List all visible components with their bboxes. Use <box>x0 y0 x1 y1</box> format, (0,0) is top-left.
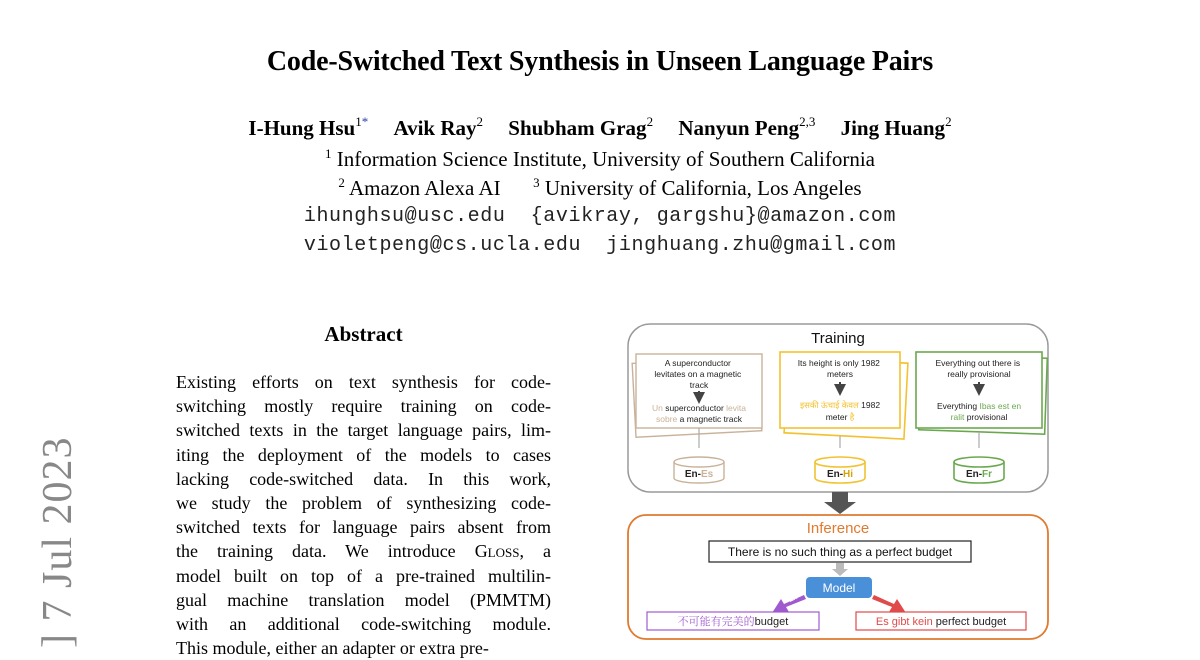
code-switched-line <box>800 400 880 410</box>
text-segment: levita <box>726 403 747 413</box>
source-sentence: levitates on a magnetic <box>654 369 742 379</box>
email-line-1: ihunghsu@usc.edu {avikray, gargshu}@amazon.com <box>303 205 897 228</box>
abstract-body <box>176 370 551 660</box>
abstract-line: This module, either an adapter or extra pre- <box>176 638 489 659</box>
code-switched-line <box>652 403 746 413</box>
abstract-line: with an additional code-switching module. <box>176 614 551 635</box>
source-sentence: Everything out there is <box>935 358 1021 368</box>
method-figure <box>620 320 1060 645</box>
text-segment: 1982 <box>858 400 881 410</box>
affiliation-line-1 <box>0 146 1200 172</box>
output-zh <box>678 614 789 628</box>
arxiv-sidebar-stamp: ] 7 Jul 2023 <box>35 436 81 648</box>
small-down-arrow-icon <box>832 563 848 576</box>
affiliation: Information Science Institute, University of Southern California <box>336 147 876 171</box>
abstract-line: lacking code-switched data. In this work, <box>176 468 551 489</box>
text-segment: superconductor <box>662 403 727 413</box>
text-segment: a magnetic track <box>677 414 742 424</box>
code-switched-line <box>656 414 743 424</box>
text-segment: budget <box>754 616 789 628</box>
author-affiliation-mark: 1 <box>355 114 362 129</box>
source-sentence: really provisional <box>947 369 1011 379</box>
abstract-line: we study the problem of synthesizing code- <box>176 493 551 514</box>
text-segment: 不可能有完美的 <box>677 616 755 628</box>
text-segment: Un <box>651 403 663 413</box>
source-sentence: meters <box>827 369 853 379</box>
es-card <box>632 354 762 437</box>
svg-text:En-Hi <box>827 469 853 480</box>
abstract-text: , a <box>519 541 551 562</box>
abstract-line: iting the deployment of the models to cases <box>176 444 551 465</box>
email-line-2: violetpeng@cs.ucla.edu jinghuang.zhu@gmail.com <box>303 234 897 257</box>
author-affiliation-mark: 2,3 <box>799 114 816 129</box>
method-name: Gloss <box>474 541 520 562</box>
text-segment: Ibas est en <box>979 401 1022 411</box>
text-segment: ralit <box>950 412 965 422</box>
hi-card <box>780 352 908 439</box>
text-segment: perfect budget <box>932 616 1007 628</box>
dataset-tag: Es <box>700 469 714 480</box>
affiliation-mark: 3 <box>533 175 540 190</box>
affiliation: University of California, Los Angeles <box>544 176 862 200</box>
author <box>393 114 483 141</box>
abstract-line: switched texts in the target language pairs, lim- <box>176 420 551 441</box>
affiliation: Amazon Alexa AI <box>349 176 501 200</box>
dataset-tag: Fr <box>982 469 993 480</box>
author <box>508 114 653 141</box>
abstract-line: switching mostly require training on code- <box>176 396 551 417</box>
affiliation-line-2 <box>0 175 1200 201</box>
text-segment: meter <box>825 412 850 422</box>
text-segment: provisional <box>964 412 1008 422</box>
de-tag: De <box>881 593 893 604</box>
author-name: I-Hung Hsu <box>248 116 356 140</box>
text-segment: इसकी ऊंचाई केवल <box>799 400 859 410</box>
svg-text:En-Es <box>685 469 714 480</box>
author-affiliation-mark: 2 <box>945 114 952 129</box>
text-segment: है <box>849 412 855 422</box>
dataset-tag: En- <box>965 469 983 480</box>
author-affiliation-mark: 2 <box>476 114 484 129</box>
code-switched-line <box>826 412 855 422</box>
zh-tag: Zh <box>787 593 799 604</box>
svg-text:En-Fr <box>966 469 992 480</box>
author-name: Nanyun Peng <box>678 116 800 140</box>
author-name: Shubham Grag <box>508 116 647 140</box>
abstract-line <box>176 539 551 563</box>
dataset-tag: En- <box>826 469 844 480</box>
author <box>678 114 815 141</box>
source-sentence: track <box>689 380 709 390</box>
source-sentence: Its height is only 1982 <box>797 358 880 368</box>
output-de <box>876 616 1006 628</box>
text-segment: Es gibt kein <box>875 616 933 628</box>
dataset-tag: Hi <box>843 469 854 480</box>
source-sentence: A superconductor <box>664 358 731 368</box>
abstract-text: the training data. We introduce <box>176 541 475 562</box>
abstract-heading: Abstract <box>324 322 403 346</box>
dataset-tag: En- <box>684 469 701 480</box>
input-sentence: There is no such thing as a perfect budget <box>727 545 953 559</box>
abstract-line: model built on top of a pre-trained multilin- <box>176 565 551 586</box>
author-name: Jing Huang <box>840 116 946 140</box>
abstract-line: switched texts for language pairs absent from <box>176 517 551 538</box>
author <box>841 114 952 141</box>
corresponding-author-mark: * <box>361 114 369 129</box>
fr-card <box>916 352 1047 434</box>
paper-title: Code-Switched Text Synthesis in Unseen Language Pairs <box>266 46 934 77</box>
author-affiliation-mark: 2 <box>646 114 654 129</box>
text-segment: Everything <box>936 401 980 411</box>
affiliation-mark: 2 <box>338 175 345 190</box>
author-list <box>0 114 1200 141</box>
abstract-line: Existing efforts on text synthesis for code- <box>176 372 551 392</box>
inference-label: Inference <box>806 520 870 537</box>
code-switched-line <box>951 412 1008 422</box>
dataset-en-hi <box>815 457 865 483</box>
dataset-en-es <box>674 457 724 483</box>
author-name: Avik Ray <box>393 116 477 140</box>
affiliation-mark: 1 <box>324 146 332 161</box>
svg-text:Everything out there is <box>936 358 1023 379</box>
abstract-line: gual machine translation model (PMMTM) <box>176 589 551 610</box>
code-switched-line <box>937 401 1021 411</box>
training-label: Training <box>811 330 865 347</box>
model-label: Model <box>822 581 856 595</box>
dataset-en-fr <box>954 457 1004 483</box>
author <box>248 114 368 141</box>
big-down-arrow-icon <box>824 492 856 514</box>
text-segment: sobre <box>656 414 678 424</box>
